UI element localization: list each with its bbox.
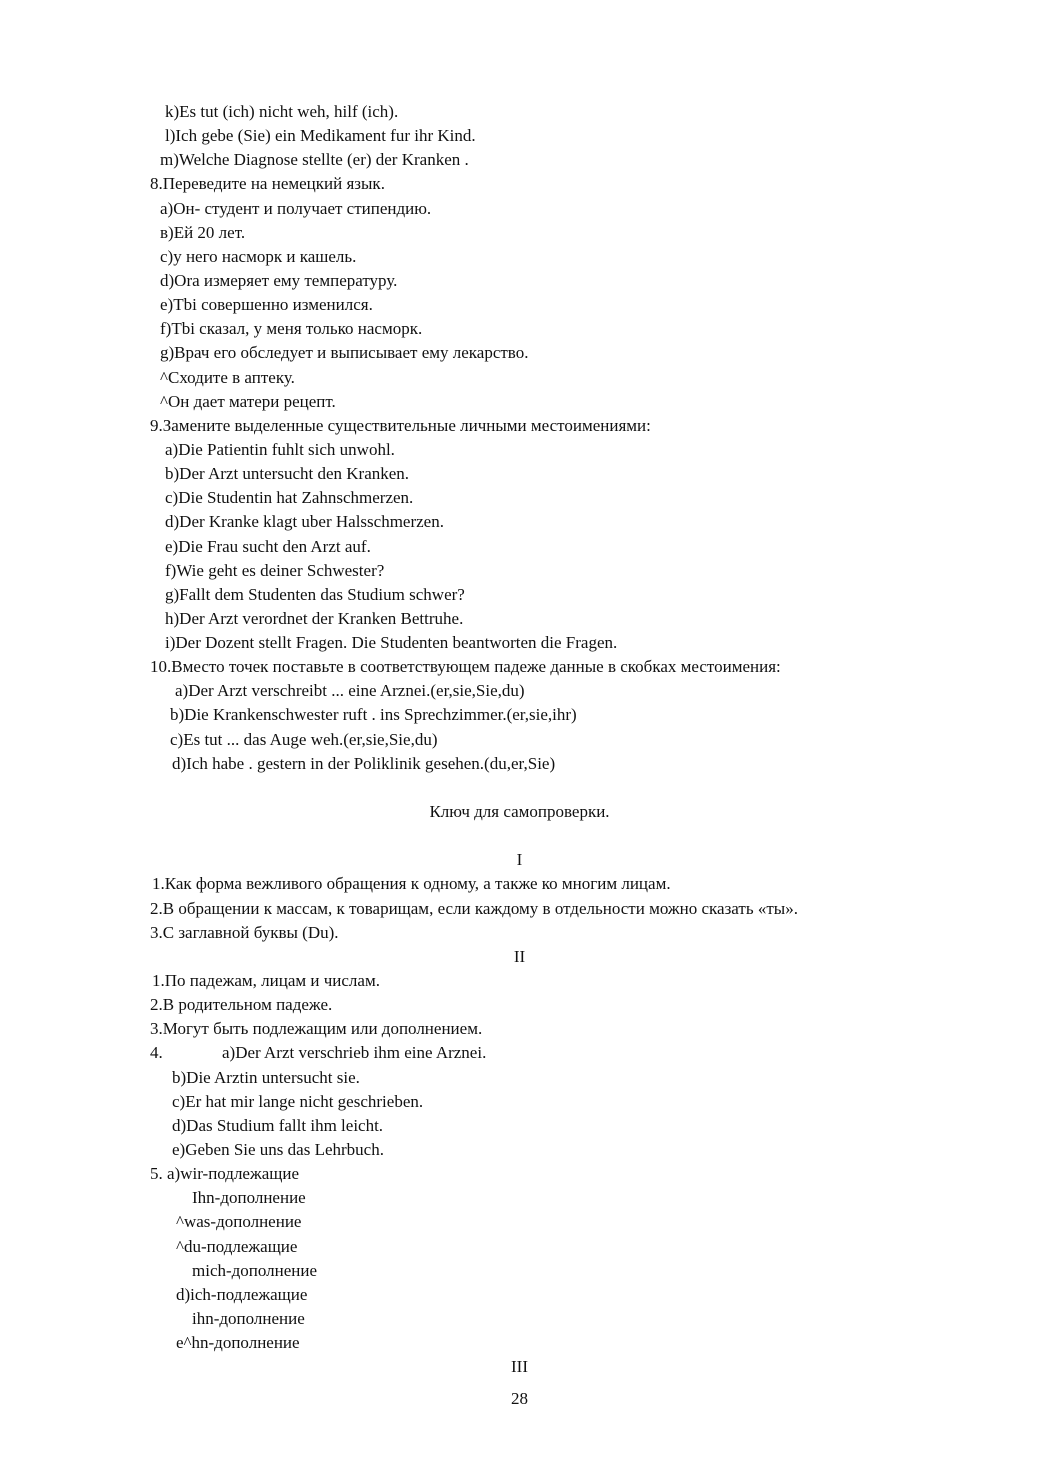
task-8-heading: 8.Переведите на немецкий язык.	[150, 174, 385, 193]
task-9-heading: 9.Замените выделенные существительные личными местоимениями:	[150, 416, 651, 435]
answer-I-3: 3.С заглавной буквы (Du).	[150, 923, 339, 942]
answer-II-4-number: 4.	[150, 1043, 163, 1062]
answer-II-5-a: 5. a)wir-подлежащие	[150, 1164, 299, 1183]
task-9-item-a: a)Die Patientin fuhlt sich unwohl.	[165, 440, 395, 459]
task-8-item-f: f)Tbi сказал, у меня только насморк.	[160, 319, 423, 338]
task-8-item-c: c)у него насморк и кашель.	[160, 247, 357, 266]
answer-II-2: 2.В родительном падеже.	[150, 995, 333, 1014]
answer-II-4-c: c)Er hat mir lange nicht geschrieben.	[172, 1092, 424, 1111]
answer-II-4-b: b)Die Arztin untersucht sie.	[172, 1068, 360, 1087]
task-9-item-d: d)Der Kranke klagt uber Halsschmerzen.	[165, 512, 444, 531]
exercise-line-l: l)Ich gebe (Sie) ein Medikament fur ihr Kind.	[165, 126, 476, 145]
answer-II-5-e: e^hn-дополнение	[176, 1333, 300, 1352]
answer-II-5-c: ^du-подлежащие	[176, 1237, 298, 1256]
task-8-item-h: ^Сходите в аптеку.	[160, 368, 295, 387]
task-9-item-c: c)Die Studentin hat Zahnschmerzen.	[165, 488, 414, 507]
task-9-item-b: b)Der Arzt untersucht den Kranken.	[165, 464, 410, 483]
answer-II-5-a-2: Ihn-дополнение	[192, 1188, 306, 1207]
answer-II-5-c-2: mich-дополнение	[192, 1261, 318, 1280]
answer-I-1: 1.Как форма вежливого обращения к одному, а также ко многим лицам.	[152, 874, 671, 893]
exercise-line-m: m)Welche Diagnose stellte (er) der Kranken .	[160, 150, 469, 169]
answer-II-5-d-2: ihn-дополнение	[192, 1309, 305, 1328]
task-8-item-a: а)Он- студент и получает стипендию.	[160, 199, 432, 218]
task-9-item-h: h)Der Arzt verordnet der Kranken Bettruhe.	[165, 609, 464, 628]
answer-II-5-d: d)ich-подлежащие	[176, 1285, 308, 1304]
exercise-line-k: k)Es tut (ich) nicht weh, hilf (ich).	[165, 102, 399, 121]
section-heading-II: II	[513, 947, 526, 966]
task-10-heading: 10.Вместо точек поставьте в соответствующем падеже данные в скобках местоимения:	[150, 657, 781, 676]
task-10-item-c: c)Es tut ... das Auge weh.(er,sie,Sie,du)	[170, 730, 438, 749]
task-9-item-f: f)Wie geht es deiner Schwester?	[165, 561, 385, 580]
task-10-item-b: b)Die Krankenschwester ruft . ins Sprechzimmer.(er,sie,ihr)	[170, 705, 577, 724]
answer-II-1: 1.По падежам, лицам и числам.	[152, 971, 380, 990]
answer-II-5-b: ^was-дополнение	[176, 1212, 302, 1231]
task-9-item-e: e)Die Frau sucht den Arzt auf.	[165, 537, 371, 556]
page-number: 28	[511, 1389, 528, 1408]
answer-II-3: 3.Могут быть подлежащим или дополнением.	[150, 1019, 483, 1038]
answer-II-4-d: d)Das Studium fallt ihm leicht.	[172, 1116, 384, 1135]
task-8-item-b: в)Ей 20 лет.	[160, 223, 246, 242]
task-8-item-g: g)Врач его обследует и выписывает ему лекарство.	[160, 343, 529, 362]
answer-II-4-e: e)Geben Sie uns das Lehrbuch.	[172, 1140, 384, 1159]
section-heading-III: III	[511, 1357, 528, 1376]
task-9-item-g: g)Fallt dem Studenten das Studium schwer?	[165, 585, 465, 604]
task-8-item-e: e)Tbi совершенно изменился.	[160, 295, 373, 314]
task-10-item-a: a)Der Arzt verschreibt ... eine Arznei.(er,sie,Sie,du)	[175, 681, 525, 700]
task-9-item-i: i)Der Dozent stellt Fragen. Die Studenten beantworten die Fragen.	[165, 633, 618, 652]
answer-II-4-a: a)Der Arzt verschrieb ihm eine Arznei.	[222, 1043, 487, 1062]
answer-key-title: Ключ для самопроверки.	[429, 802, 610, 821]
section-heading-I: I	[516, 850, 523, 869]
answer-I-2: 2.В обращении к массам, к товарищам, если каждому в отдельности можно сказать «ты».	[150, 899, 798, 918]
task-8-item-d: d)Ora измеряет ему температуру.	[160, 271, 398, 290]
task-10-item-d: d)Ich habe . gestern in der Poliklinik gesehen.(du,er,Sie)	[172, 754, 556, 773]
task-8-item-i: ^Он дает матери рецепт.	[160, 392, 336, 411]
